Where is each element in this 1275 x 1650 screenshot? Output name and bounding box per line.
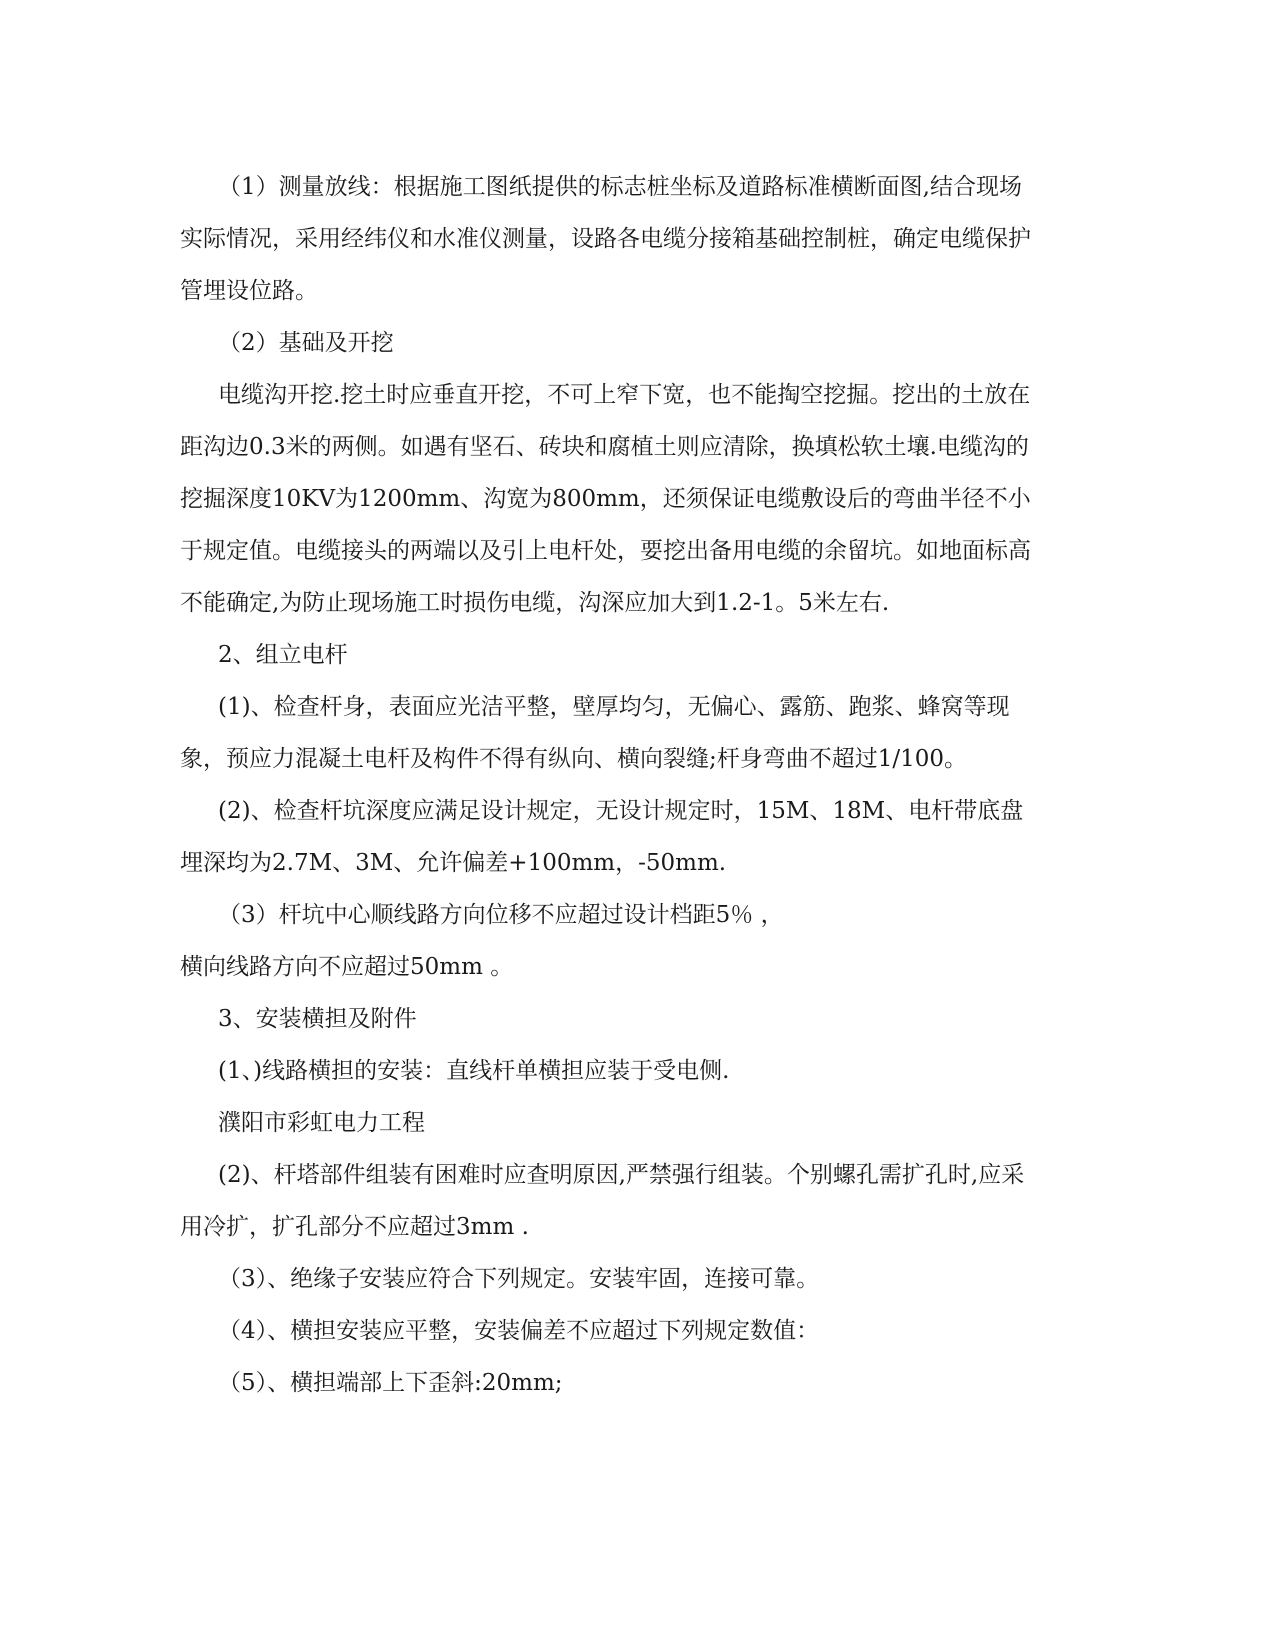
company-name-line: 濮阳市彩虹电力工程 <box>218 1110 425 1136</box>
paragraph-check-pit-depth: (2)、检查杆坑深度应满足设计规定，无设计规定时，15M、18M、电杆带底盘埋深均为2.7M、3M、允许偏差+100mm，-50mm. <box>180 798 1024 876</box>
section-heading-install-crossarm: 3、安装横担及附件 <box>218 1006 417 1032</box>
paragraph-crossarm-tilt: （5）、横担端部上下歪斜:20mm; <box>218 1370 563 1396</box>
section-heading-erect-poles: 2、组立电杆 <box>218 642 348 668</box>
paragraph-foundation-heading: （2）基础及开挖 <box>218 330 394 356</box>
paragraph-trench-excavation: 电缆沟开挖.挖土时应垂直开挖，不可上窄下宽，也不能掏空挖掘。挖出的土放在距沟边0.3米的两侧。如遇有坚石、砖块和腐植土则应清除，换填松软土壤.电缆沟的挖掘深度10KV为1200mm、沟宽为800mm，还须保证电缆敷设后的弯曲半径不小于规定值。电缆接头的两端以及引上电杆处，要挖出备用电缆的余留坑。如地面标高不能确定,为防止现场施工时损伤电缆，沟深应加大到1.2-1。5米左右. <box>180 382 1031 616</box>
document-body <box>180 161 1040 1409</box>
paragraph-transverse-offset: 横向线路方向不应超过50mm 。 <box>180 954 514 980</box>
paragraph-insulator-install: （3）、绝缘子安装应符合下列规定。安装牢固，连接可靠。 <box>218 1266 820 1292</box>
paragraph-tower-assembly: (2)、杆塔部件组装有困难时应查明原因,严禁强行组装。个别螺孔需扩孔时,应采用冷扩，扩孔部分不应超过3mm . <box>180 1162 1025 1240</box>
paragraph-crossarm-installation: (1、)线路横担的安装：直线杆单横担应装于受电侧. <box>218 1058 730 1084</box>
paragraph-check-pole-body: (1)、检查杆身，表面应光洁平整，壁厚均匀，无偏心、露筋、跑浆、蜂窝等现象，预应力混凝土电杆及构件不得有纵向、横向裂缝;杆身弯曲不超过1/100。 <box>180 694 1010 772</box>
paragraph-survey-layout: （1）测量放线：根据施工图纸提供的标志桩坐标及道路标准横断面图,结合现场实际情况，采用经纬仪和水准仪测量，设路各电缆分接箱基础控制桩，确定电缆保护管埋设位路。 <box>180 174 1031 304</box>
paragraph-crossarm-level: （4）、横担安装应平整，安装偏差不应超过下列规定数值： <box>218 1318 820 1344</box>
paragraph-pit-center-offset: （3）杆坑中心顺线路方向位移不应超过设计档距5％ ， <box>218 902 784 928</box>
